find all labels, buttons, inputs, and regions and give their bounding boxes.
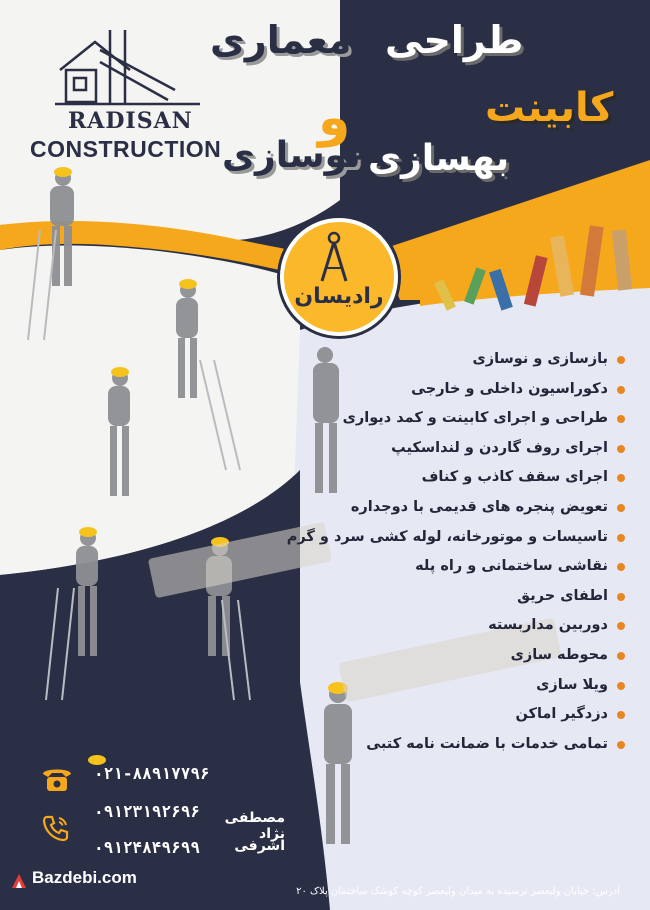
bullet-icon — [617, 711, 625, 719]
list-item — [288, 611, 628, 641]
services-list — [288, 345, 628, 759]
title-cabinet: کابینت — [485, 85, 614, 131]
bullet-icon — [617, 504, 625, 512]
title-renovation: نوسازی — [222, 135, 361, 176]
bullet-icon — [617, 474, 625, 482]
list-item — [288, 404, 628, 434]
list-item — [288, 434, 628, 464]
list-item — [288, 582, 628, 612]
service-label: اجرای روف گاردن و لنداسکیپ — [391, 439, 608, 456]
service-label: طراحی و اجرای کابینت و کمد دیواری — [342, 410, 608, 427]
service-label: محوطه سازی — [510, 646, 608, 663]
list-item — [288, 730, 628, 760]
service-label: اجرای سقف کاذب و کناف — [421, 469, 608, 486]
address-line: آدرس: خیابان ولیعصر نرسیده به میدان ولیعصر کوچه کوشک ساختمان پلاک ۲۰ — [296, 886, 620, 897]
list-item — [288, 463, 628, 493]
bullet-icon — [617, 593, 625, 601]
bullet-icon — [617, 386, 625, 394]
bullet-icon — [617, 682, 625, 690]
title-design: طراحی — [385, 18, 524, 62]
title-architecture: معماری — [210, 18, 352, 62]
service-label: ویلا سازی — [536, 676, 608, 693]
badge-label: رادیسان — [294, 284, 384, 309]
contact-person-2: اشرفی — [234, 838, 285, 854]
telephone-icon — [40, 764, 74, 794]
phone-office: ۰۲۱-۸۸۹۱۷۷۹۶ — [94, 764, 210, 783]
bullet-icon — [617, 445, 625, 453]
bullet-icon — [617, 534, 625, 542]
phone-call-icon — [40, 812, 72, 844]
logo-subtitle: CONSTRUCTION — [30, 136, 222, 162]
bullet-icon — [617, 652, 625, 660]
title-improvement: بهسازی — [368, 138, 510, 179]
logo-name: RADISAN — [68, 108, 193, 134]
compass-icon — [284, 226, 394, 286]
list-item — [288, 552, 628, 582]
list-item — [288, 523, 628, 553]
phone-mobile-1: ۰۹۱۲۳۱۹۲۶۹۶ — [94, 802, 200, 821]
service-label: تمامی خدمات با ضمانت نامه کتبی — [366, 735, 608, 752]
watermark-text: Bazdebi.com — [32, 868, 137, 887]
list-item — [288, 671, 628, 701]
phone-mobile-2: ۰۹۱۲۴۸۴۹۶۹۹ — [94, 838, 200, 857]
service-label: اطفای حریق — [517, 587, 608, 604]
list-item — [288, 641, 628, 671]
bullet-icon — [617, 741, 625, 749]
service-label: نقاشی ساختمانی و راه پله — [415, 558, 608, 575]
bullet-icon — [617, 356, 625, 364]
service-label: تاسیسات و موتورخانه، لوله کشی سرد و گرم — [286, 528, 608, 545]
service-label: بازسازی و نوسازی — [472, 351, 608, 367]
service-label: دزدگیر اماکن — [515, 706, 608, 723]
brand-badge — [280, 218, 398, 336]
watermark-logo-icon — [10, 872, 28, 890]
bullet-icon — [617, 563, 625, 571]
list-item — [288, 345, 628, 375]
contact-person-1: مصطفی نژاد — [224, 810, 285, 842]
bullet-icon — [617, 415, 625, 423]
list-item — [288, 493, 628, 523]
service-label: دکوراسیون داخلی و خارجی — [411, 380, 608, 397]
list-item — [288, 375, 628, 405]
service-label: تعویض پنجره های قدیمی با دوجداره — [350, 498, 608, 515]
service-label: دوربین مداربسته — [488, 617, 608, 634]
title-and: و — [318, 88, 351, 148]
bullet-icon — [617, 622, 625, 630]
list-item — [288, 700, 628, 730]
